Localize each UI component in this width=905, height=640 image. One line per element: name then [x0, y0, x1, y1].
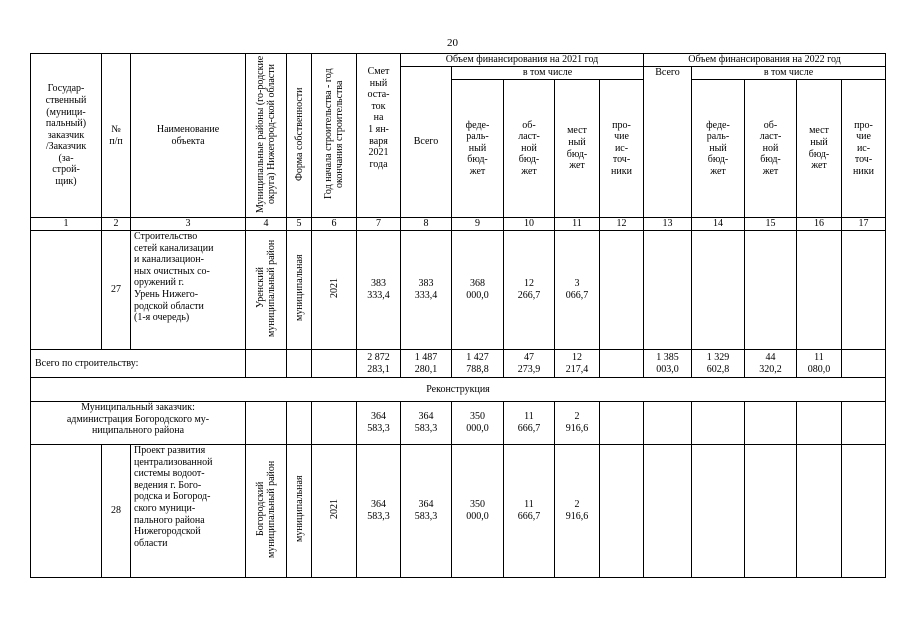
col-number: 2	[102, 218, 131, 231]
row27-year	[312, 231, 357, 350]
row27-remainder: 383 333,4	[357, 231, 401, 350]
total-row-label: Всего по строительству:	[31, 350, 246, 378]
section-row	[31, 378, 886, 402]
header-years	[312, 54, 357, 218]
header-regional-2021: об- ласт- ной бюд- жет	[504, 80, 555, 218]
total-row-local-2022: 11 080,0	[797, 350, 842, 378]
row27-year-text: 2021	[328, 278, 340, 299]
table-row	[31, 231, 886, 350]
row27-number: 27	[102, 231, 131, 350]
col-number: 3	[131, 218, 246, 231]
row28-local-2022	[797, 445, 842, 578]
total-row-federal: 1 427 788,8	[452, 350, 504, 378]
customer-row-other	[600, 402, 644, 445]
header-fin-2021: Объем финансирования на 2021 год	[401, 54, 644, 67]
customer-row-total: 364 583,3	[401, 402, 452, 445]
header-object-name: Наименование объекта	[131, 54, 246, 218]
header-local-2022: мест ный бюд- жет	[797, 80, 842, 218]
header-ownership	[287, 54, 312, 218]
header-other-2022: про- чие ис- точ- ники	[842, 80, 886, 218]
customer-row-cell	[745, 402, 797, 445]
total-row-remainder: 2 872 283,1	[357, 350, 401, 378]
header-local-2021: мест ный бюд- жет	[555, 80, 600, 218]
row27-regional: 12 266,7	[504, 231, 555, 350]
header-total-2021: Всего	[401, 67, 452, 218]
row28-local: 2 916,6	[555, 445, 600, 578]
header-remainder	[357, 54, 401, 218]
row27-local-2022	[797, 231, 842, 350]
col-number: 4	[246, 218, 287, 231]
header-total-2022: Всего	[644, 67, 692, 218]
col-number: 6	[312, 218, 357, 231]
row27-district-text: Уренский муниципальный район	[255, 239, 277, 337]
row28-ownership	[287, 445, 312, 578]
header-federal-2021: феде- раль- ный бюд- жет	[452, 80, 504, 218]
row27-name: Строительство сетей канализации и канализацион- ных очистных со- оружений г. Урень Нижего- родской области (1-я очередь)	[131, 231, 246, 350]
total-row-regional: 47 273,9	[504, 350, 555, 378]
financing-table	[30, 53, 886, 578]
header-years-text: Год начала строительства - год окончания строительства	[323, 68, 345, 199]
row27-regional-2022	[745, 231, 797, 350]
header-ownership-text: Форма собственности	[293, 86, 305, 181]
total-row-federal-2022: 1 329 602,8	[692, 350, 745, 378]
customer-row-local: 2 916,6	[555, 402, 600, 445]
section-title: Реконструкция	[31, 378, 886, 402]
col-number: 11	[555, 218, 600, 231]
header-customer: Государ- ственный (муници- пальный) заказчик /Заказчик (за- строй- щик)	[31, 54, 102, 218]
row28-name: Проект развития централизованной системы водоот- ведения г. Бого- родска и Богород- ского муници- пального района Нижегородской области	[131, 445, 246, 578]
col-number: 5	[287, 218, 312, 231]
row28-remainder: 364 583,3	[357, 445, 401, 578]
row28-number: 28	[102, 445, 131, 578]
customer-row-federal: 350 000,0	[452, 402, 504, 445]
row28-regional: 11 666,7	[504, 445, 555, 578]
header-including-2021: в том числе	[452, 67, 644, 80]
row28-federal: 350 000,0	[452, 445, 504, 578]
row28-total-2022	[644, 445, 692, 578]
column-number-row	[31, 218, 886, 231]
row27-other	[600, 231, 644, 350]
row28-year-text: 2021	[328, 499, 340, 520]
col-number: 17	[842, 218, 886, 231]
customer-row-cell	[797, 402, 842, 445]
row27-ownership	[287, 231, 312, 350]
header-remainder-text: Смет ный оста- ток на 1 ян- варя 2021 года	[367, 66, 390, 170]
customer-row-remainder: 364 583,3	[357, 402, 401, 445]
col-number: 12	[600, 218, 644, 231]
customer-row-regional: 11 666,7	[504, 402, 555, 445]
total-row-cell	[246, 350, 287, 378]
total-row-other-2022	[842, 350, 886, 378]
row28-district-text: Богородский муниципальный район	[255, 460, 277, 558]
col-number: 13	[644, 218, 692, 231]
row27-federal-2022	[692, 231, 745, 350]
total-row-cell	[287, 350, 312, 378]
total-row-total-2022: 1 385 003,0	[644, 350, 692, 378]
table-row	[31, 445, 886, 578]
row28-year	[312, 445, 357, 578]
header-district-text: Муниципальные районы (го-родские округа) Нижегород-ской области	[255, 55, 277, 213]
col-number: 10	[504, 218, 555, 231]
row28-other	[600, 445, 644, 578]
row27-ownership-text: муниципальная	[293, 254, 305, 322]
col-number: 16	[797, 218, 842, 231]
row28-customer	[31, 445, 102, 578]
customer-row-cell	[644, 402, 692, 445]
col-number: 1	[31, 218, 102, 231]
total-row-regional-2022: 44 320,2	[745, 350, 797, 378]
header-federal-2022: феде- раль- ный бюд- жет	[692, 80, 745, 218]
col-number: 7	[357, 218, 401, 231]
row28-total: 364 583,3	[401, 445, 452, 578]
customer-row-cell	[287, 402, 312, 445]
col-number: 8	[401, 218, 452, 231]
header-other-2021: про- чие ис- точ- ники	[600, 80, 644, 218]
total-row	[31, 350, 886, 378]
customer-row-cell	[312, 402, 357, 445]
header-district	[246, 54, 287, 218]
row27-customer	[31, 231, 102, 350]
col-number: 9	[452, 218, 504, 231]
total-row-cell	[312, 350, 357, 378]
row28-ownership-text: муниципальная	[293, 475, 305, 543]
customer-row	[31, 402, 886, 445]
row28-other-2022	[842, 445, 886, 578]
row27-total-2022	[644, 231, 692, 350]
customer-row-cell	[842, 402, 886, 445]
total-row-total: 1 487 280,1	[401, 350, 452, 378]
total-row-other	[600, 350, 644, 378]
row27-federal: 368 000,0	[452, 231, 504, 350]
row28-regional-2022	[745, 445, 797, 578]
row28-district	[246, 445, 287, 578]
row27-district	[246, 231, 287, 350]
customer-row-cell	[246, 402, 287, 445]
row28-federal-2022	[692, 445, 745, 578]
header-number: № п/п	[102, 54, 131, 218]
header-fin-2022: Объем финансирования на 2022 год	[644, 54, 886, 67]
customer-row-cell	[692, 402, 745, 445]
row27-total: 383 333,4	[401, 231, 452, 350]
customer-row-label: Муниципальный заказчик: администрация Богородского му- ниципального района	[31, 402, 246, 445]
row27-local: 3 066,7	[555, 231, 600, 350]
header-regional-2022: об- ласт- ной бюд- жет	[745, 80, 797, 218]
total-row-local: 12 217,4	[555, 350, 600, 378]
col-number: 14	[692, 218, 745, 231]
header-including-2022: в том числе	[692, 67, 886, 80]
col-number: 15	[745, 218, 797, 231]
page-number: 20	[447, 37, 458, 49]
row27-other-2022	[842, 231, 886, 350]
